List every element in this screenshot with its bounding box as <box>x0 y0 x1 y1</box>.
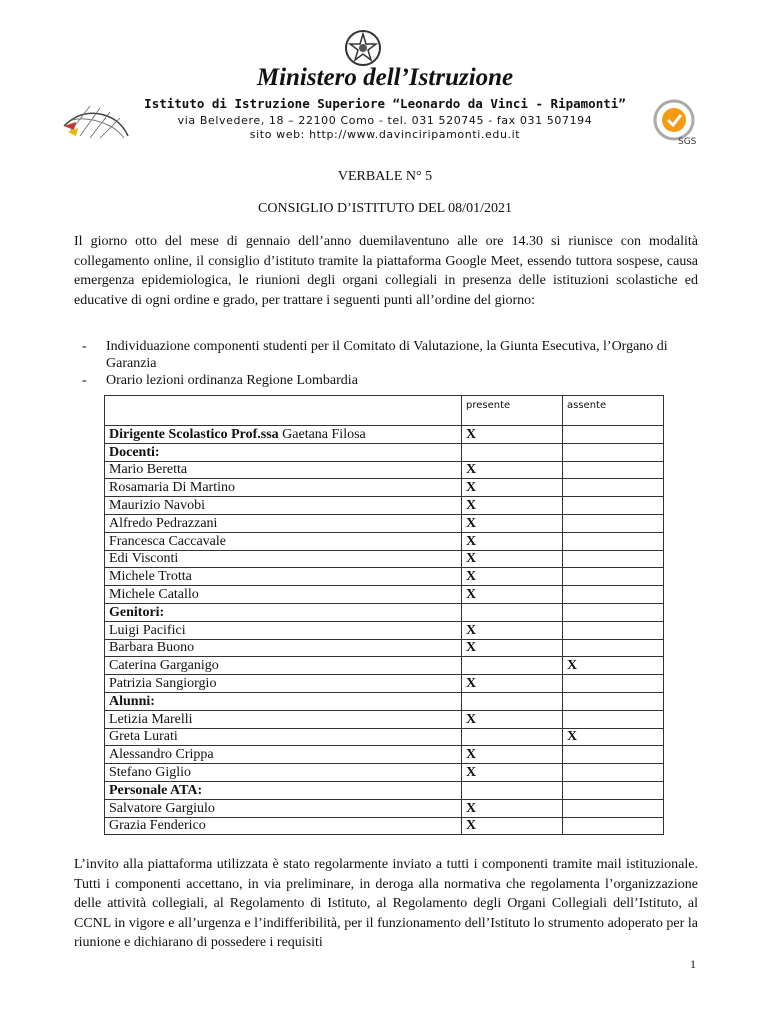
absent-cell <box>563 461 664 479</box>
table-row <box>105 675 664 693</box>
absent-cell <box>563 603 664 621</box>
present-cell: X <box>462 621 563 639</box>
table-row <box>105 746 664 764</box>
present-cell: X <box>462 479 563 497</box>
member-name: Letizia Marelli <box>109 711 193 727</box>
sgs-logo-text: SGS <box>678 137 697 146</box>
table-row <box>105 586 664 604</box>
absent-cell <box>563 781 664 799</box>
absent-cell <box>563 746 664 764</box>
table-row <box>105 461 664 479</box>
present-cell: X <box>462 764 563 782</box>
present-cell <box>462 728 563 746</box>
school-name: Istituto di Istruzione Superiore “Leonardo da Vinci - Ripamonti” <box>144 96 626 111</box>
table-row <box>105 532 664 550</box>
table-row <box>105 550 664 568</box>
member-name: Alunni: <box>109 693 155 709</box>
member-name: Alessandro Crippa <box>109 747 214 763</box>
table-row <box>105 514 664 532</box>
table-row <box>105 621 664 639</box>
absent-cell <box>563 586 664 604</box>
present-cell: X <box>462 550 563 568</box>
member-name: Grazia Fenderico <box>109 818 206 834</box>
present-cell: X <box>462 532 563 550</box>
table-row <box>105 657 664 675</box>
absent-cell <box>563 479 664 497</box>
sgs-certification-icon <box>648 98 700 146</box>
absent-cell <box>563 497 664 515</box>
principal-name: Gaetana Filosa <box>282 426 366 442</box>
present-cell: X <box>462 426 563 444</box>
present-cell: X <box>462 710 563 728</box>
present-cell <box>462 781 563 799</box>
absent-cell <box>563 568 664 586</box>
table-row <box>105 781 664 799</box>
present-cell: X <box>462 586 563 604</box>
table-row <box>105 692 664 710</box>
principal-title: Dirigente Scolastico Prof.ssa <box>109 426 279 442</box>
table-row <box>105 426 664 444</box>
page-number: 1 <box>690 957 696 971</box>
agenda-item: - Individuazione componenti studenti per il Comitato di Valutazione, la Giunta Esecutiva, l’Organo di Garanzia <box>82 339 668 371</box>
present-cell: X <box>462 461 563 479</box>
absent-cell <box>563 443 664 461</box>
italian-republic-emblem-icon <box>343 28 383 68</box>
school-website: sito web: http://www.davinciripamonti.edu.it <box>249 128 521 141</box>
member-name: Michele Catallo <box>109 586 199 602</box>
absent-cell <box>563 532 664 550</box>
member-name: Luigi Pacifici <box>109 622 186 638</box>
member-name: Alfredo Pedrazzani <box>109 515 218 531</box>
absent-cell <box>563 675 664 693</box>
member-name: Personale ATA: <box>109 782 203 798</box>
absent-cell <box>563 514 664 532</box>
intro-paragraph: Il giorno otto del mese di gennaio dell’anno duemilaventuno alle ore 14.30 si riunisce con modalità collegamento online, il consiglio d’istituto tramite la piattaforma Google Meet, essendo tuttora sospese, causa emergenza epidemiologica, le riunioni degli organi collegiali in presenza delle istituzioni scolastiche ed educative di ogni ordine e grado, per trattare i seguenti punti all’ordine del giorno: <box>74 234 698 308</box>
present-cell: X <box>462 497 563 515</box>
present-cell: X <box>462 514 563 532</box>
school-address: via Belvedere, 18 – 22100 Como - tel. 031 520745 - fax 031 507194 <box>177 114 593 127</box>
member-name: Genitori: <box>109 604 165 620</box>
present-cell: X <box>462 817 563 835</box>
absent-cell <box>563 799 664 817</box>
table-row <box>105 479 664 497</box>
member-name: Caterina Garganigo <box>109 658 219 674</box>
table-row <box>105 568 664 586</box>
document-title: VERBALE N° 5 <box>337 169 433 184</box>
member-name: Patrizia Sangiorgio <box>109 675 217 691</box>
closing-paragraph: L’invito alla piattaforma utilizzata è stato regolarmente inviato a tutti i componenti tramite mail istituzionale. Tutti i componenti accettano, in via preliminare, in deroga alla normativa che regolamenta l’organizzazione delle attività collegiali, al Regolamento di Istituto, al Regolamento degli Organi Collegiali dell’Istituto, al CCNL in vigore e all’urgenza e l’indifferibilità, per il funzionamento dell’Istituto lo strumento adoperato per la riunione e dichiarano di possedere i requisiti <box>74 857 698 950</box>
absent-cell <box>563 710 664 728</box>
agenda-list <box>74 338 698 389</box>
table-row <box>105 728 664 746</box>
absent-cell: X <box>563 728 664 746</box>
absent-cell <box>563 426 664 444</box>
table-row <box>105 764 664 782</box>
member-name: Maurizio Navobi <box>109 497 206 513</box>
absent-cell <box>563 692 664 710</box>
member-name: Salvatore Gargiulo <box>109 800 215 816</box>
present-cell: X <box>462 568 563 586</box>
table-row <box>105 710 664 728</box>
table-row <box>105 799 664 817</box>
present-cell: X <box>462 799 563 817</box>
absent-cell: X <box>563 657 664 675</box>
present-cell <box>462 443 563 461</box>
member-name: Mario Beretta <box>109 462 188 478</box>
absent-cell <box>563 817 664 835</box>
present-cell <box>462 657 563 675</box>
column-absent-header: assente <box>563 396 664 426</box>
table-row <box>105 639 664 657</box>
member-name: Greta Lurati <box>109 729 178 745</box>
present-cell <box>462 692 563 710</box>
ministry-title: Ministero dell’Istruzione <box>256 64 514 91</box>
member-name: Edi Visconti <box>109 551 179 567</box>
table-row <box>105 443 664 461</box>
member-name: Docenti: <box>109 444 160 460</box>
document-subtitle: CONSIGLIO D’ISTITUTO DEL 08/01/2021 <box>258 201 512 216</box>
absent-cell <box>563 550 664 568</box>
member-name: Rosamaria Di Martino <box>109 480 235 496</box>
member-name: Stefano Giglio <box>109 764 192 780</box>
present-cell: X <box>462 746 563 764</box>
present-cell: X <box>462 639 563 657</box>
absent-cell <box>563 764 664 782</box>
column-present-header: presente <box>462 396 563 426</box>
table-header-row <box>105 396 664 426</box>
member-name: Michele Trotta <box>109 569 192 585</box>
member-name: Barbara Buono <box>109 640 195 656</box>
attendance-table <box>104 395 664 835</box>
table-row <box>105 497 664 515</box>
table-row <box>105 603 664 621</box>
table-row <box>105 817 664 835</box>
member-name: Francesca Caccavale <box>109 533 226 549</box>
present-cell <box>462 603 563 621</box>
agenda-item: - Orario lezioni ordinanza Regione Lombardia <box>82 373 358 388</box>
present-cell: X <box>462 675 563 693</box>
absent-cell <box>563 621 664 639</box>
absent-cell <box>563 639 664 657</box>
